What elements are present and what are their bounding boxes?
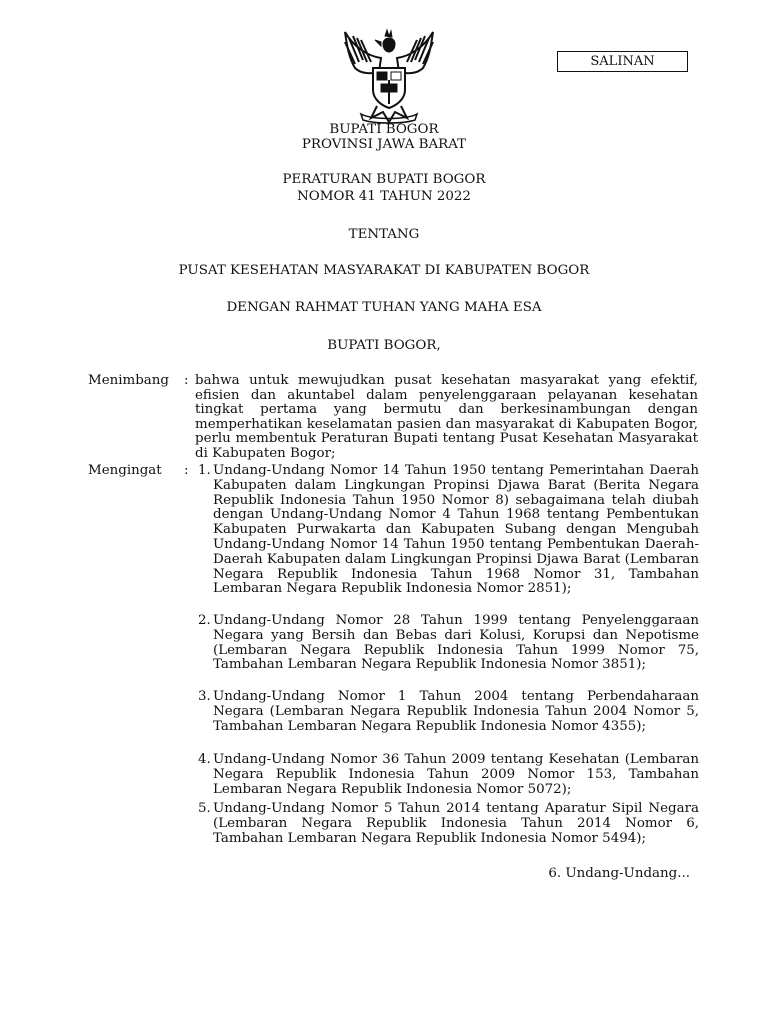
menimbang-label: Menimbang — [88, 373, 169, 388]
invocation: DENGAN RAHMAT TUHAN YANG MAHA ESA — [226, 300, 542, 315]
issuer-office: BUPATI BOGOR — [329, 122, 439, 137]
list-item-number: 2. — [198, 613, 211, 628]
salinan-stamp: SALINAN — [557, 51, 688, 72]
list-item-text: Undang-Undang Nomor 5 Tahun 2014 tentang Aparatur Sipil Negara (Lembaran Negara Republik Indonesia Tahun 2014 Nomor 6, Tambahan Lembaran Negara Republik Indonesia Nomor 5494); — [213, 801, 699, 846]
list-item-number: 4. — [198, 752, 211, 767]
regulation-number: NOMOR 41 TAHUN 2022 — [297, 189, 471, 204]
regulation-type: PERATURAN BUPATI BOGOR — [282, 172, 486, 187]
regulation-subject: PUSAT KESEHATAN MASYARAKAT DI KABUPATEN BOGOR — [178, 263, 590, 278]
list-item-text: Undang-Undang Nomor 14 Tahun 1950 tentang Pemerintahan Daerah Kabupaten dalam Lingkungan Propinsi Djawa Barat (Berita Negara Republik Indonesia Tahun 1950 Nomor 8) sebagaimana telah diubah dengan Undang-Undang Nomor 4 Tahun 1968 tentang Pembentukan Kabupaten Purwakarta dan Kabupaten Subang dengan Mengubah Undang-Undang Nomor 14 Tahun 1950 tentang Pembentukan Daerah-Daerah Kabupaten dalam Lingkungan Propinsi Djawa Barat (Lembaran Negara Republik Indonesia Tahun 1968 Nomor 31, Tambahan Lembaran Negara Republik Indonesia Nomor 2851); — [213, 463, 699, 597]
mengingat-colon: : — [184, 463, 189, 478]
list-item-text: Undang-Undang Nomor 36 Tahun 2009 tentang Kesehatan (Lembaran Negara Republik Indonesia Tahun 2009 Nomor 153, Tambahan Lembaran Negara Republik Indonesia Nomor 5072); — [213, 752, 699, 797]
issuer-title: BUPATI BOGOR, — [327, 338, 441, 353]
mengingat-label: Mengingat — [88, 463, 162, 478]
garuda-emblem-icon — [337, 28, 441, 124]
about-heading: TENTANG — [348, 227, 420, 242]
list-item-number: 1. — [198, 463, 211, 478]
list-item-text: Undang-Undang Nomor 28 Tahun 1999 tentang Penyelenggaraan Negara yang Bersih dan Bebas dari Kolusi, Korupsi dan Nepotisme (Lembaran Negara Republik Indonesia Tahun 1999 Nomor 75, Tambahan Lembaran Negara Republik Indonesia Nomor 3851); — [213, 613, 699, 673]
menimbang-text: bahwa untuk mewujudkan pusat kesehatan masyarakat yang efektif, efisien dan akuntabel dalam penyelenggaraan pelayanan kesehatan tingkat pertama yang bermutu dan berkesinambungan dengan memperhatikan keselamatan pasien dan masyarakat di Kabupaten Bogor, perlu membentuk Peraturan Bupati tentang Pusat Kesehatan Masyarakat di Kabupaten Bogor; — [195, 373, 698, 461]
list-item-number: 3. — [198, 689, 211, 704]
province-name: PROVINSI JAWA BARAT — [301, 137, 467, 152]
list-item-number: 5. — [198, 801, 211, 816]
menimbang-colon: : — [184, 373, 189, 388]
list-item-text: Undang-Undang Nomor 1 Tahun 2004 tentang Perbendaharaan Negara (Lembaran Negara Republik Indonesia Tahun 2004 Nomor 5, Tambahan Lembaran Negara Republik Indonesia Nomor 4355); — [213, 689, 699, 734]
continuation-marker: 6. Undang-Undang... — [548, 866, 690, 881]
